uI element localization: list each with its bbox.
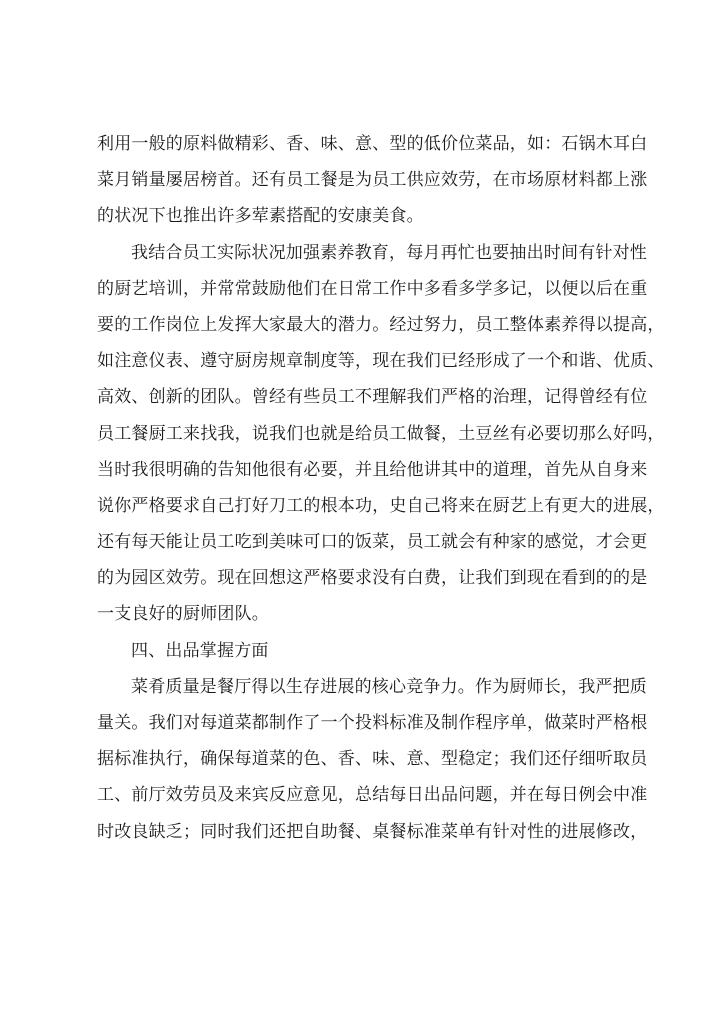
text-line: 的厨艺培训，并常常鼓励他们在日常工作中多看多学多记，以便以后在重 [97, 278, 648, 299]
text-line: 一支良好的厨师团队。 [97, 604, 269, 625]
text-line: 菜月销量屡居榜首。还有员工餐是为员工供应效劳，在市场原材料都上涨 [97, 170, 648, 191]
text-line: 我结合员工实际状况加强素养教育，每月再忙也要抽出时间有针对性 [131, 242, 647, 263]
text-line: 说你严格要求自己打好刀工的根本功，史自己将来在厨艺上有更大的进展， [97, 495, 665, 516]
text-line: 还有每天能让员工吃到美味可口的饭菜，员工就会有种家的感觉，才会更 [97, 532, 648, 553]
text-line: 据标准执行，确保每道菜的色、香、味、意、型稳定；我们还仔细听取员 [97, 749, 648, 770]
text-line: 的状况下也推出许多荤素搭配的安康美食。 [97, 206, 424, 227]
text-line: 要的工作岗位上发挥大家最大的潜力。经过努力，员工整体素养得以提高， [97, 314, 665, 335]
text-line: 如注意仪表、遵守厨房规章制度等，现在我们已经形成了一个和谐、优质、 [97, 351, 665, 372]
text-line: 当时我很明确的告知他很有必要，并且给他讲其中的道理，首先从自身来 [97, 459, 648, 480]
text-line: 量关。我们对每道菜都制作了一个投料标准及制作程序单，做菜时严格根 [97, 713, 648, 733]
text-line: 菜肴质量是餐厅得以生存进展的核心竞争力。作为厨师长，我严把质 [131, 676, 647, 697]
text-line: 的为园区效劳。现在回想这严格要求没有白费，让我们到现在看到的的是 [97, 568, 648, 589]
text-line: 时改良缺乏；同时我们还把自助餐、桌餐标准菜单有针对性的进展修改， [97, 821, 648, 842]
text-line: 员工餐厨工来找我，说我们也就是给员工做餐，土豆丝有必要切那么好吗， [97, 423, 665, 444]
section-heading: 四、出品掌握方面 [131, 640, 269, 661]
text-line: 工、前厅效劳员及来宾反应意见，总结每日出品问题，并在每日例会中准 [97, 785, 648, 806]
text-line: 利用一般的原料做精彩、香、味、意、型的低价位菜品，如：石锅木耳白 [97, 134, 648, 154]
document-body [97, 126, 665, 850]
text-line: 高效、创新的团队。曾经有些员工不理解我们严格的治理，记得曾经有位 [97, 387, 648, 408]
